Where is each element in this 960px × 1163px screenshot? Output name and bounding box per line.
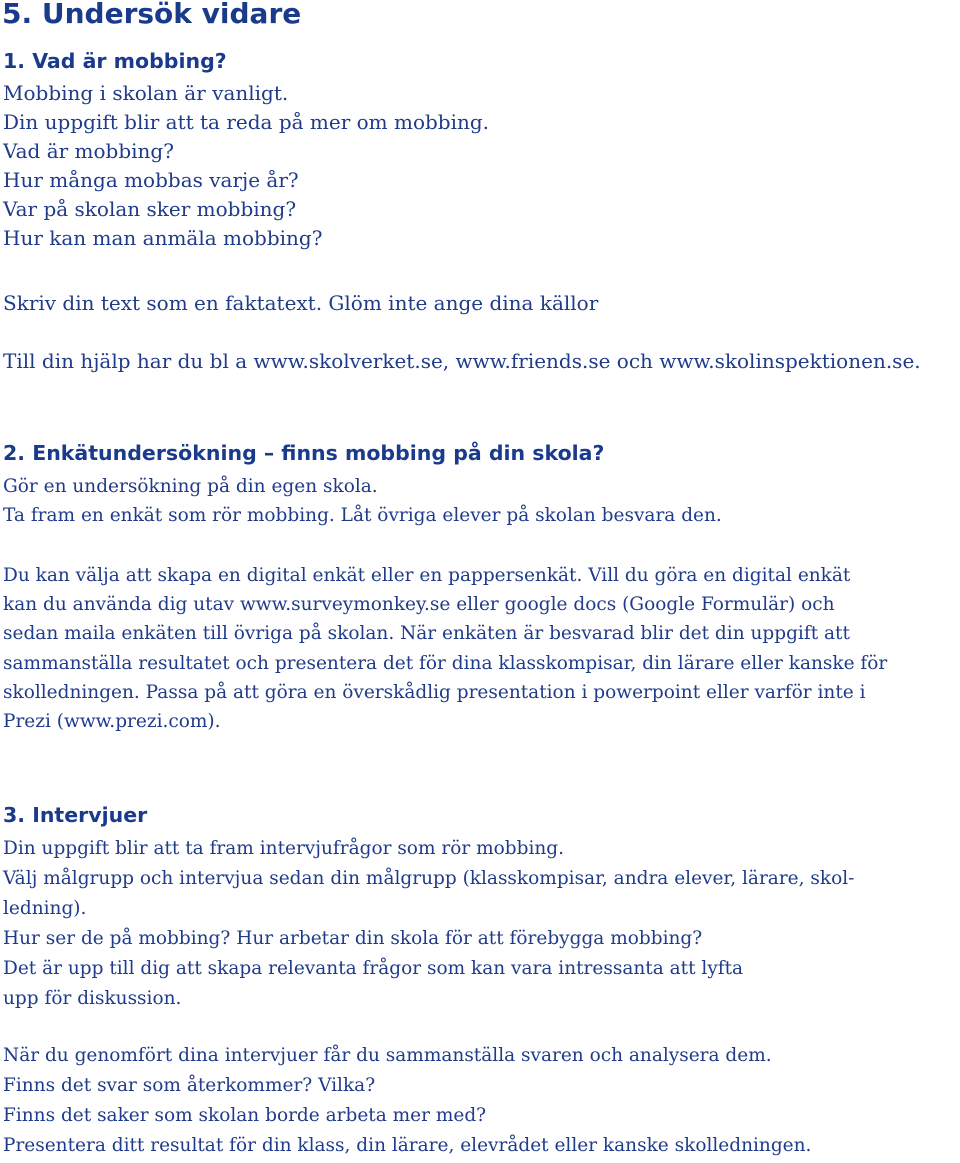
section-1-sources bbox=[3, 347, 921, 376]
text-line: ledning). bbox=[3, 898, 87, 919]
text-line: sedan maila enkäten till övriga på skolan. När enkäten är besvarad blir det din uppgift att bbox=[3, 623, 850, 645]
section-2-details bbox=[3, 561, 887, 736]
text-line: Prezi (www.prezi.com). bbox=[3, 711, 221, 733]
text-line: När du genomfört dina intervjuer får du sammanställa svaren och analysera dem. bbox=[3, 1045, 772, 1066]
section-1-instruction bbox=[3, 289, 598, 318]
text-line: Var på skolan sker mobbing? bbox=[3, 197, 297, 221]
text-line: Vad är mobbing? bbox=[3, 139, 174, 163]
section-3-heading: 3. Intervjuer bbox=[3, 803, 148, 827]
text-line: Hur många mobbas varje år? bbox=[3, 168, 299, 192]
text-line: Hur kan man anmäla mobbing? bbox=[3, 226, 323, 250]
section-1-questions bbox=[3, 79, 489, 253]
text-line: sammanställa resultatet och presentera det för dina klasskompisar, din lärare eller kanske för bbox=[3, 652, 888, 674]
section-1-heading: 1. Vad är mobbing? bbox=[3, 49, 227, 73]
text-line: Din uppgift blir att ta reda på mer om mobbing. bbox=[3, 110, 490, 134]
text-line: Du kan välja att skapa en digital enkät eller en pappersenkät. Vill du göra en digital enkät bbox=[3, 565, 851, 586]
text-line: skolledningen. Passa på att göra en överskådlig presentation i powerpoint eller varför inte i bbox=[3, 681, 866, 703]
section-3-task bbox=[3, 834, 854, 1014]
text-line: Hur ser de på mobbing? Hur arbetar din skola för att förebygga mobbing? bbox=[3, 928, 703, 949]
page-title: 5. Undersök vidare bbox=[2, 0, 302, 30]
text-line: Till din hjälp har du bl a www.skolverket.se, www.friends.se och www.skolinspektionen.se. bbox=[3, 349, 921, 373]
text-line: Mobbing i skolan är vanligt. bbox=[3, 81, 289, 105]
text-line: Presentera ditt resultat för din klass, din lärare, elevrådet eller kanske skolledningen. bbox=[3, 1135, 812, 1156]
section-2-heading: 2. Enkätundersökning – finns mobbing på din skola? bbox=[3, 441, 605, 465]
text-line: upp för diskussion. bbox=[3, 988, 182, 1009]
text-line: Välj målgrupp och intervjua sedan din målgrupp (klasskompisar, andra elever, lärare, skol- bbox=[3, 868, 855, 889]
text-line: Det är upp till dig att skapa relevanta frågor som kan vara intressanta att lyfta bbox=[3, 958, 744, 979]
section-2-intro bbox=[3, 472, 722, 530]
text-line: Gör en undersökning på din egen skola. bbox=[3, 476, 378, 497]
text-line: kan du använda dig utav www.surveymonkey.se eller google docs (Google Formulär) och bbox=[3, 594, 835, 616]
text-line: Finns det svar som återkommer? Vilka? bbox=[3, 1075, 376, 1096]
text-line: Skriv din text som en faktatext. Glöm inte ange dina källor bbox=[3, 291, 599, 315]
text-line: Finns det saker som skolan borde arbeta mer med? bbox=[3, 1105, 487, 1126]
section-3-analysis bbox=[3, 1041, 811, 1161]
text-line: Ta fram en enkät som rör mobbing. Låt övriga elever på skolan besvara den. bbox=[3, 505, 722, 527]
text-line: Din uppgift blir att ta fram intervjufrågor som rör mobbing. bbox=[3, 838, 564, 859]
